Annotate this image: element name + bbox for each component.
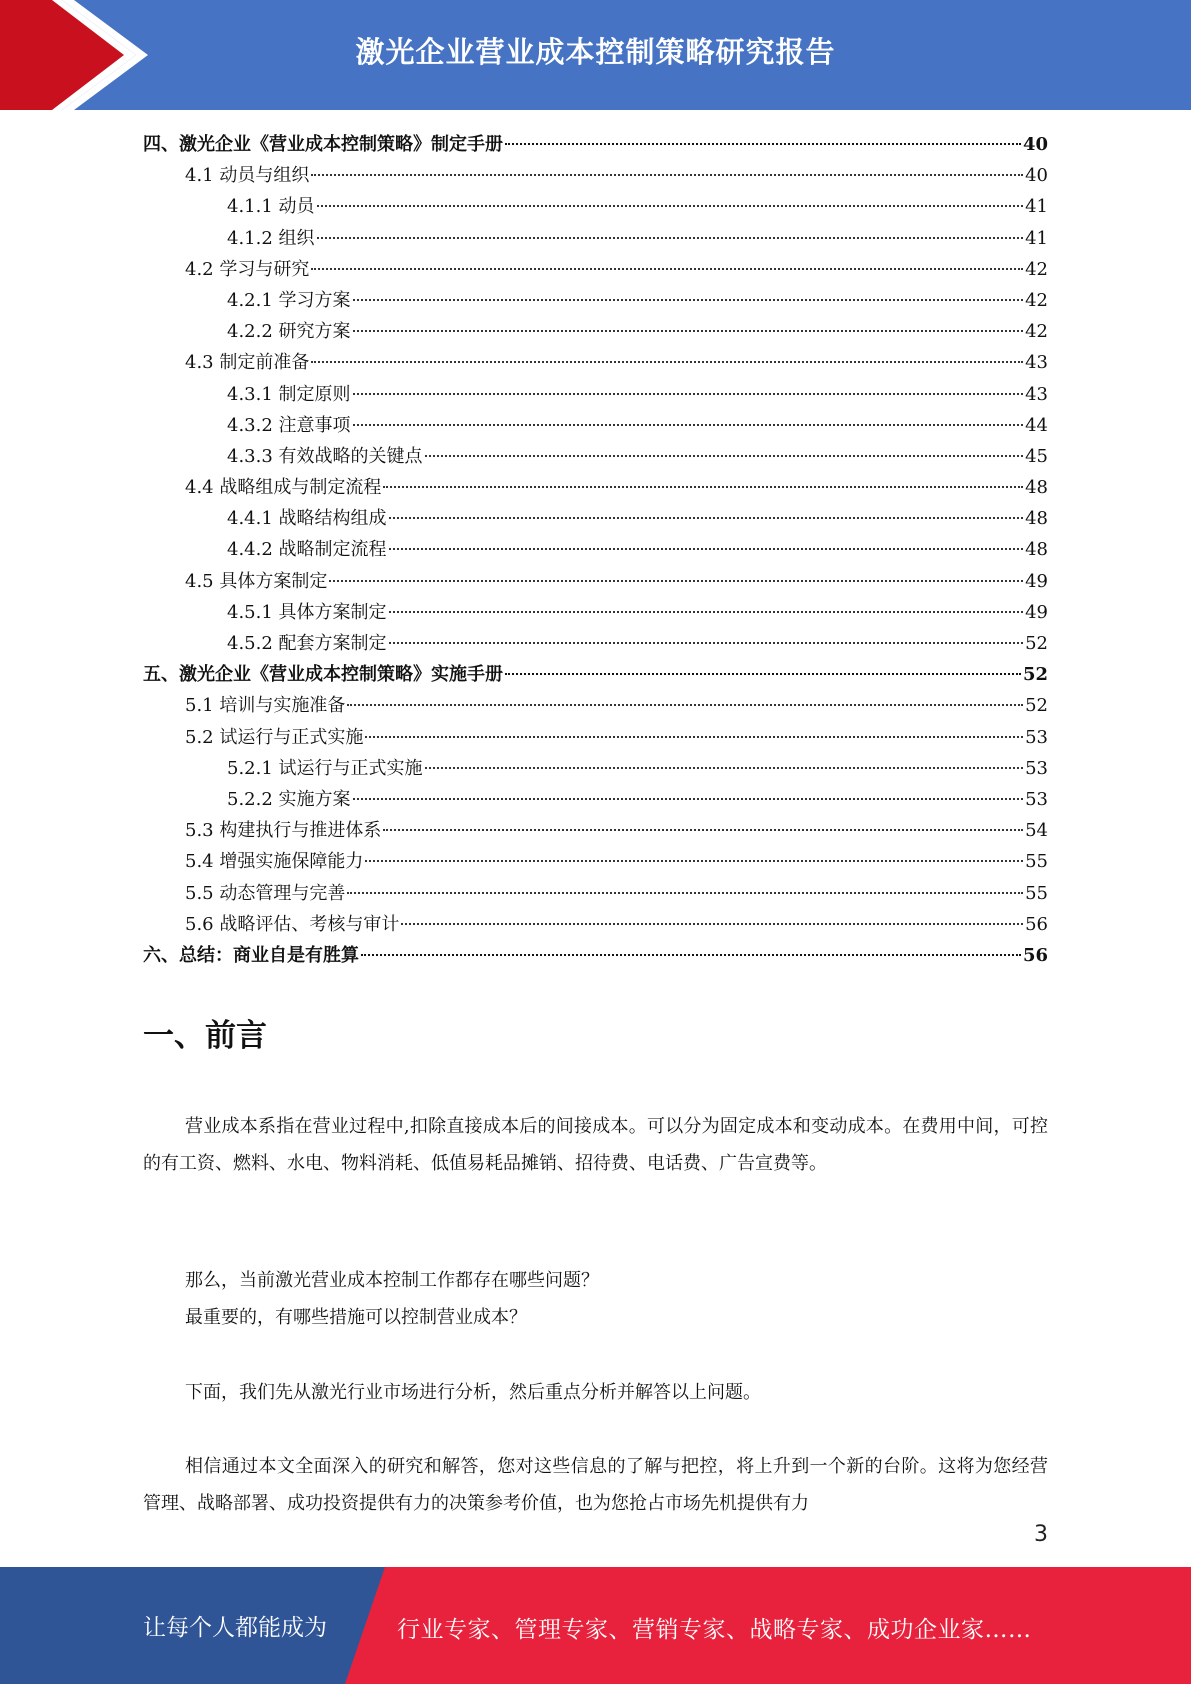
toc-leader-dots (353, 329, 1024, 332)
toc-entry[interactable] (143, 379, 1048, 410)
toc-entry-page: 42 (1025, 321, 1048, 343)
toc-entry-label: 4.3.1 制定原则 (227, 383, 351, 405)
toc-leader-dots (365, 735, 1023, 738)
toc-entry[interactable] (143, 534, 1048, 565)
toc-leader-dots (389, 547, 1024, 550)
toc-leader-dots (365, 859, 1023, 862)
footer-banner (0, 1567, 1191, 1684)
toc-leader-dots (317, 236, 1024, 239)
toc-entry-page: 40 (1022, 134, 1048, 155)
footer-slogan-left: 让每个人都能成为 (143, 1615, 327, 1641)
toc-leader-dots (311, 173, 1023, 176)
toc-entry-label: 4.5.2 配套方案制定 (227, 633, 387, 654)
question-line-2: 最重要的，有哪些措施可以控制营业成本？ (185, 1307, 527, 1328)
toc-entry-label: 5.2.1 试运行与正式实施 (227, 757, 423, 779)
section-heading: 一、前言 (143, 1018, 267, 1054)
paragraph-text: 相信通过本文全面深入的研究和解答，您对这些信息的了解与把控，将上升到一个新的台阶。这将为您经营管理、战略部署、成功投资提供有力的决策参考价值，也为您抢占市场先机提供有力 (143, 1456, 1048, 1514)
toc-leader-dots (383, 485, 1023, 488)
toc-entry[interactable] (143, 347, 1048, 378)
toc-entry-label: 4.1 动员与组织 (185, 165, 310, 187)
report-title: 激光企业营业成本控制策略研究报告 (355, 35, 836, 69)
paragraph-text: 下面，我们先从激光行业市场进行分析，然后重点分析并解答以上问题。 (185, 1382, 761, 1403)
toc-entry-page: 55 (1025, 851, 1048, 873)
toc-entry-page: 40 (1025, 165, 1048, 187)
toc-entry-page: 53 (1025, 757, 1048, 779)
toc-leader-dots (383, 828, 1023, 831)
toc-entry[interactable] (143, 909, 1048, 940)
toc-entry-label: 5.2.2 实施方案 (227, 788, 351, 810)
header-banner (0, 0, 1191, 110)
toc-leader-dots (425, 766, 1024, 769)
toc-entry-label: 5.3 构建执行与推进体系 (185, 820, 382, 842)
toc-entry-label: 4.4.2 战略制定流程 (227, 539, 387, 561)
toc-entry-page: 55 (1025, 882, 1048, 904)
toc-entry-page: 42 (1025, 289, 1048, 311)
toc-entry-label: 4.5.1 具体方案制定 (227, 601, 387, 623)
toc-entry-page: 48 (1025, 508, 1048, 530)
toc-entry-page: 49 (1025, 601, 1048, 623)
toc-entry[interactable] (143, 846, 1048, 877)
toc-leader-dots (389, 610, 1024, 613)
toc-leader-dots (505, 142, 1021, 145)
toc-entry[interactable] (143, 160, 1048, 191)
toc-entry[interactable] (143, 316, 1048, 347)
body-paragraph-3 (143, 1448, 1048, 1522)
toc-entry-label: 5.2 试运行与正式实施 (185, 726, 364, 748)
toc-entry-page: 43 (1025, 383, 1048, 405)
toc-entry[interactable] (143, 753, 1048, 784)
questions-block (143, 1262, 1048, 1336)
toc-entry-label: 4.5 具体方案制定 (185, 570, 328, 592)
toc-entry-label: 六、总结：商业自是有胜算 (143, 944, 359, 966)
toc-entry[interactable] (143, 129, 1048, 160)
toc-entry-page: 48 (1025, 477, 1048, 499)
toc-leader-dots (353, 423, 1024, 426)
toc-entry[interactable] (143, 254, 1048, 285)
toc-entry-label: 4.4.1 战略结构组成 (227, 508, 387, 530)
toc-leader-dots (401, 922, 1023, 925)
toc-entry-page: 52 (1025, 633, 1048, 654)
toc-entry-page: 53 (1025, 726, 1048, 748)
toc-entry[interactable] (143, 223, 1048, 254)
toc-leader-dots (505, 672, 1021, 675)
toc-entry-label: 4.1.1 动员 (227, 196, 315, 218)
toc-entry-label: 4.3.2 注意事项 (227, 414, 351, 436)
toc-entry-page: 44 (1025, 414, 1048, 436)
toc-entry-label: 4.4 战略组成与制定流程 (185, 477, 382, 499)
toc-entry-label: 4.3 制定前准备 (185, 352, 310, 374)
toc-entry-label: 4.2 学习与研究 (185, 258, 310, 280)
toc-entry-page: 45 (1025, 445, 1048, 467)
toc-leader-dots (347, 703, 1023, 706)
toc-entry-label: 五、激光企业《营业成本控制策略》实施手册 (143, 664, 503, 686)
question-line-1: 那么，当前激光营业成本控制工作都存在哪些问题？ (185, 1270, 599, 1291)
toc-entry[interactable] (143, 690, 1048, 721)
toc-entry[interactable] (143, 878, 1048, 909)
toc-leader-dots (425, 454, 1024, 457)
toc-entry-label: 5.1 培训与实施准备 (185, 695, 346, 717)
toc-entry[interactable] (143, 441, 1048, 472)
toc-leader-dots (353, 298, 1024, 301)
toc-entry-page: 49 (1025, 570, 1048, 592)
body-paragraph-1 (143, 1108, 1048, 1182)
toc-entry[interactable] (143, 503, 1048, 534)
toc-entry-page: 41 (1025, 227, 1048, 249)
toc-leader-dots (329, 579, 1023, 582)
toc-leader-dots (317, 204, 1024, 207)
table-of-contents (143, 129, 1048, 971)
footer-slogan-right: 行业专家、管理专家、营销专家、战略专家、成功企业家…… (397, 1617, 1032, 1643)
toc-leader-dots (311, 360, 1023, 363)
toc-leader-dots (353, 392, 1024, 395)
toc-entry-label: 4.1.2 组织 (227, 227, 315, 249)
toc-entry-page: 42 (1025, 258, 1048, 280)
toc-entry[interactable] (143, 784, 1048, 815)
toc-entry[interactable] (143, 597, 1048, 628)
toc-entry-page: 56 (1025, 913, 1048, 935)
toc-entry-page: 52 (1025, 695, 1048, 717)
toc-entry-label: 5.6 战略评估、考核与审计 (185, 913, 400, 935)
body-paragraph-2 (143, 1374, 1048, 1411)
toc-entry-label: 四、激光企业《营业成本控制策略》制定手册 (143, 134, 503, 155)
toc-entry-page: 41 (1025, 196, 1048, 218)
toc-entry[interactable] (143, 659, 1048, 690)
toc-leader-dots (347, 891, 1023, 894)
toc-entry[interactable] (143, 410, 1048, 441)
toc-entry-page: 52 (1022, 664, 1048, 686)
toc-entry-page: 56 (1022, 944, 1048, 966)
toc-entry-label: 4.2.1 学习方案 (227, 289, 351, 311)
toc-entry[interactable] (143, 191, 1048, 222)
toc-entry-label: 5.4 增强实施保障能力 (185, 851, 364, 873)
toc-entry[interactable] (143, 472, 1048, 503)
toc-entry[interactable] (143, 566, 1048, 597)
toc-leader-dots (389, 516, 1024, 519)
toc-entry[interactable] (143, 940, 1048, 971)
toc-entry[interactable] (143, 815, 1048, 846)
toc-entry-page: 53 (1025, 788, 1048, 810)
toc-entry-page: 54 (1025, 820, 1048, 842)
toc-leader-dots (389, 641, 1024, 644)
toc-entry[interactable] (143, 722, 1048, 753)
toc-leader-dots (353, 797, 1024, 800)
toc-entry-label: 4.3.3 有效战略的关键点 (227, 445, 423, 467)
toc-entry-label: 4.2.2 研究方案 (227, 321, 351, 343)
toc-entry[interactable] (143, 628, 1048, 659)
toc-entry-page: 43 (1025, 352, 1048, 374)
page-number: 3 (1034, 1522, 1048, 1547)
toc-leader-dots (311, 267, 1023, 270)
toc-leader-dots (361, 953, 1021, 956)
toc-entry-page: 48 (1025, 539, 1048, 561)
toc-entry[interactable] (143, 285, 1048, 316)
paragraph-text: 营业成本系指在营业过程中,扣除直接成本后的间接成本。可以分为固定成本和变动成本。在费用中间，可控的有工资、燃料、水电、物料消耗、低值易耗品摊销、招待费、电话费、广告宣费等。 (143, 1116, 1048, 1174)
toc-entry-label: 5.5 动态管理与完善 (185, 882, 346, 904)
